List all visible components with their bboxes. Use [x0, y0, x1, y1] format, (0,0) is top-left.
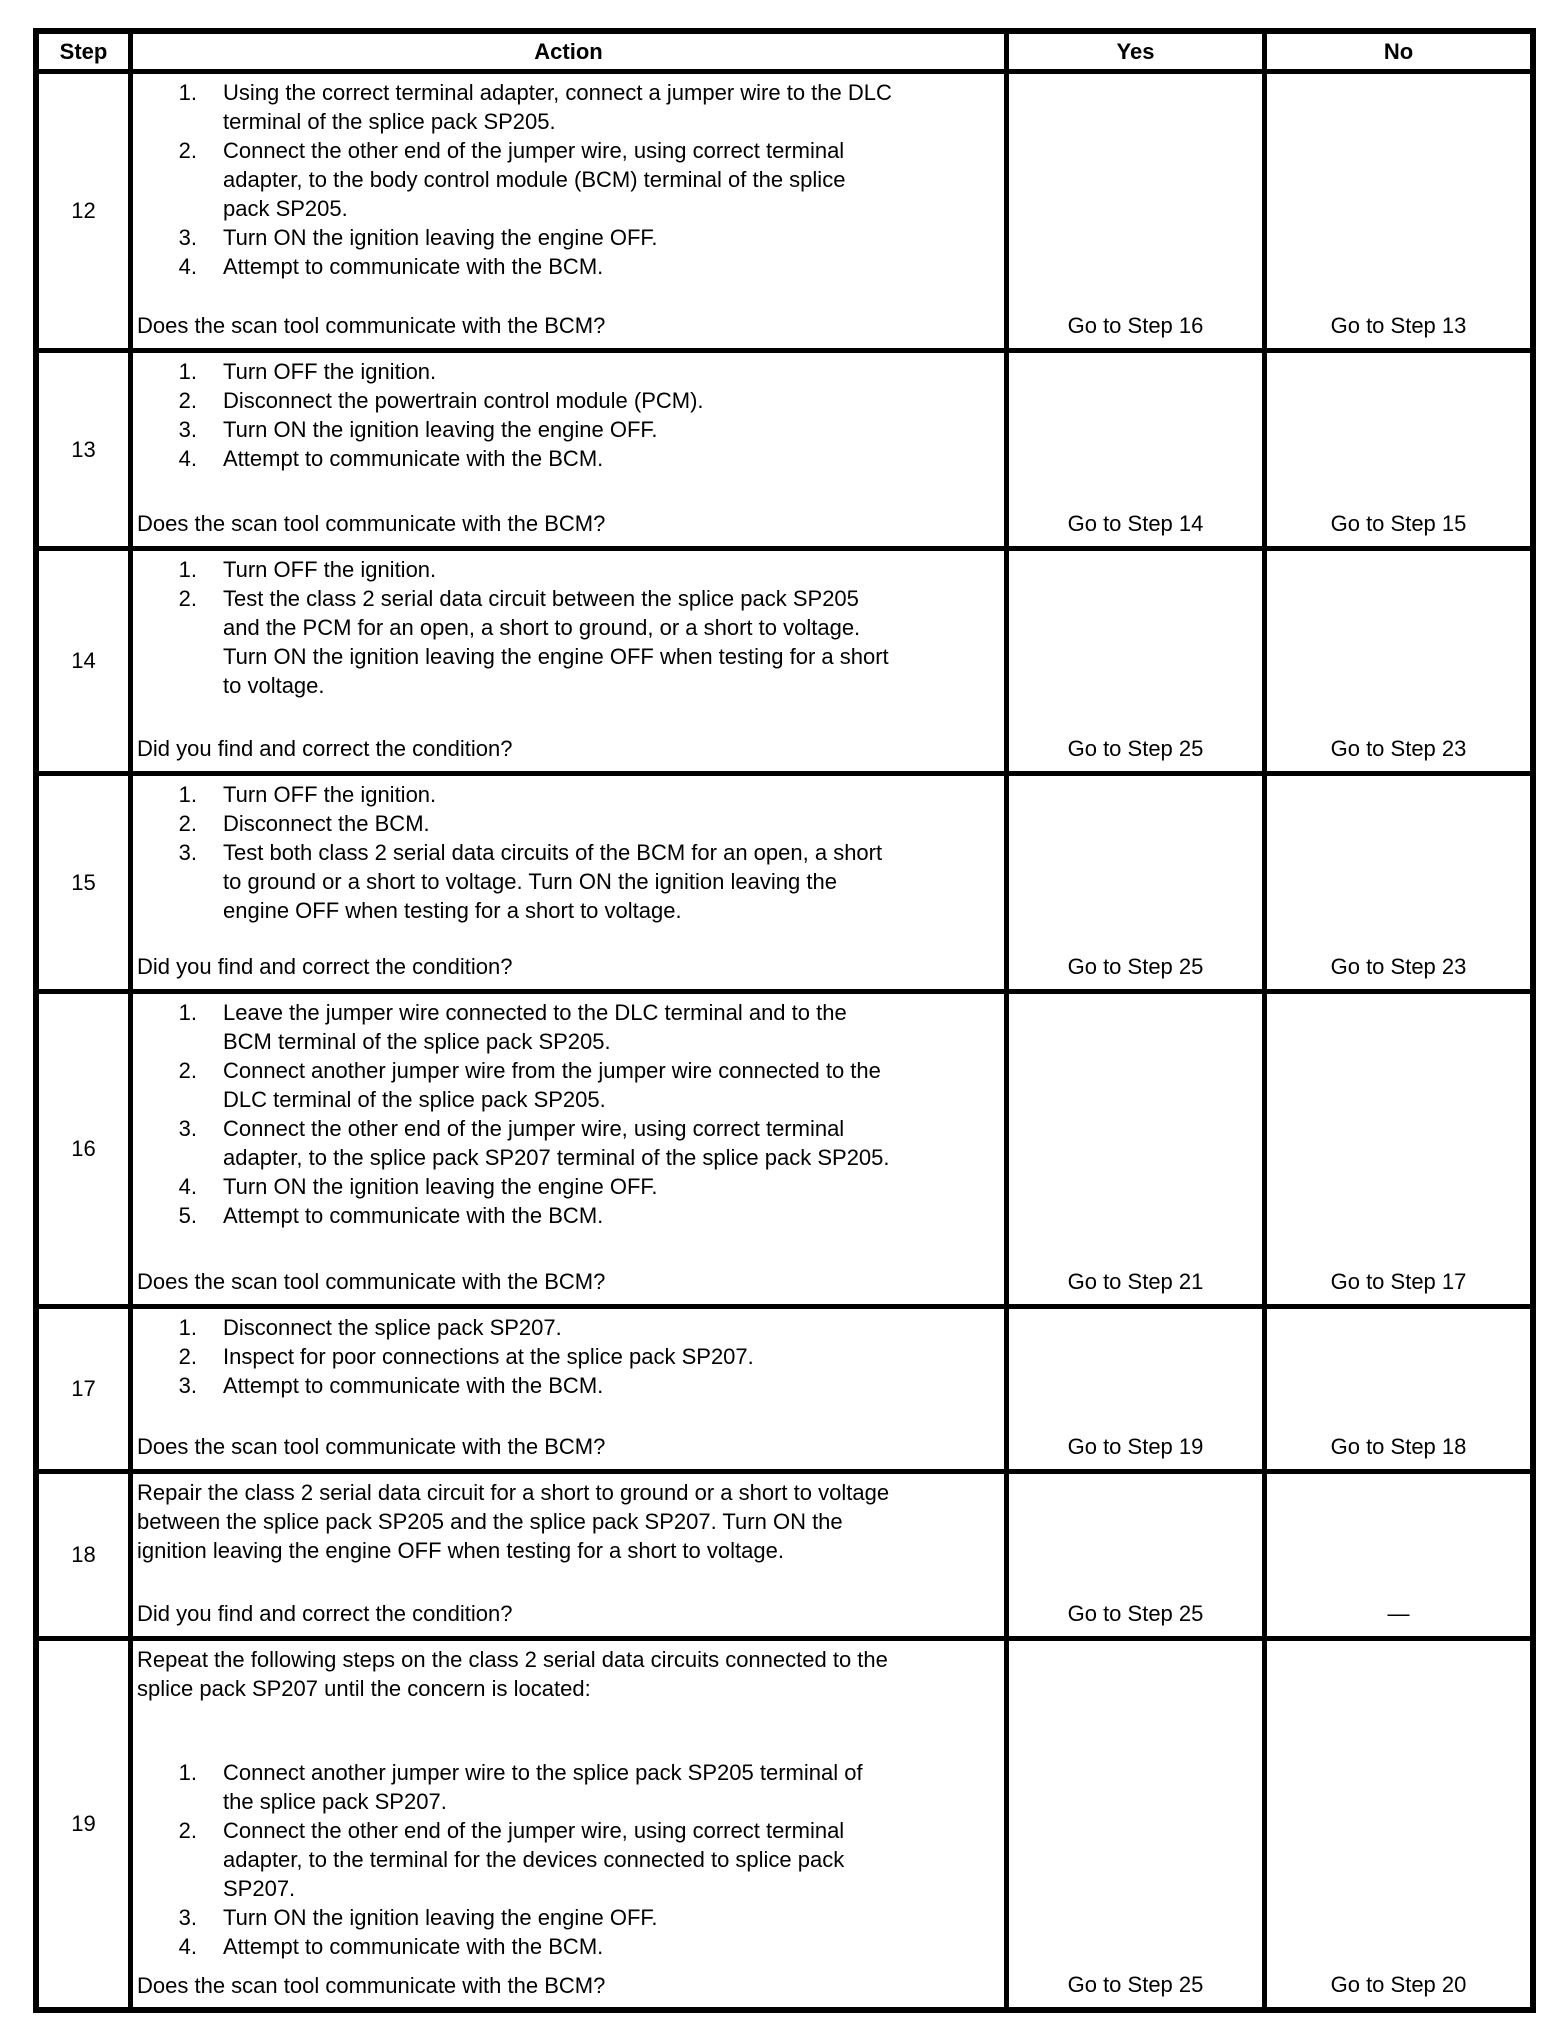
list-item-text: Turn ON the ignition leaving the engine OFF.	[223, 417, 658, 442]
list-item-number: 3.	[178, 1373, 197, 1398]
step-number: 15	[39, 776, 133, 994]
action-list-item	[137, 1313, 1004, 1342]
action-cell	[133, 994, 1009, 1309]
list-item-text: Connect the other end of the jumper wire, using correct terminal adapter, to the body control module (BCM) terminal of the splice pack SP205.	[223, 138, 846, 221]
action-cell	[133, 353, 1009, 551]
action-list-item	[137, 998, 1004, 1056]
list-item-number: 1.	[178, 359, 197, 384]
no-goto-text: Go to Step 23	[1330, 954, 1467, 979]
list-item-text: Leave the jumper wire connected to the DLC terminal and to the BCM terminal of the splice pack SP205.	[223, 1000, 847, 1054]
step-number: 19	[39, 1641, 133, 2007]
list-item-text: Turn OFF the ignition.	[223, 557, 437, 582]
action-list-item	[137, 809, 1004, 838]
action-paragraph: Repeat the following steps on the class 2 serial data circuits connected to the splice pack SP207 until the concern is located:	[137, 1647, 888, 1701]
action-list	[137, 780, 1004, 925]
list-item-text: Disconnect the splice pack SP207.	[223, 1315, 562, 1340]
action-cell	[133, 74, 1009, 353]
no-cell	[1267, 551, 1530, 776]
list-item-number: 1.	[178, 1315, 197, 1340]
column-header-no: No	[1267, 34, 1530, 74]
action-question: Did you find and correct the condition?	[137, 736, 513, 761]
no-goto-text: Go to Step 17	[1330, 1269, 1467, 1294]
list-item-text: Attempt to communicate with the BCM.	[223, 254, 604, 279]
action-list	[137, 78, 1004, 281]
list-item-text: Disconnect the powertrain control module (PCM).	[223, 388, 704, 413]
step-number: 17	[39, 1309, 133, 1474]
action-list-item	[137, 386, 1004, 415]
list-item-number: 1.	[178, 1000, 197, 1025]
action-list-item	[137, 444, 1004, 473]
yes-cell	[1009, 994, 1267, 1309]
action-list	[137, 357, 1004, 473]
action-list-item	[137, 1932, 1004, 1961]
action-cell	[133, 1309, 1009, 1474]
list-item-text: Disconnect the BCM.	[223, 811, 430, 836]
yes-cell	[1009, 776, 1267, 994]
list-item-number: 2.	[178, 811, 197, 836]
action-list-item	[137, 1342, 1004, 1371]
action-question: Does the scan tool communicate with the BCM?	[137, 313, 606, 338]
list-item-number: 3.	[178, 417, 197, 442]
no-goto-text: Go to Step 18	[1330, 1434, 1467, 1459]
yes-goto-text: Go to Step 25	[1067, 1601, 1204, 1626]
list-item-text: Attempt to communicate with the BCM.	[223, 1934, 604, 1959]
list-item-text: Attempt to communicate with the BCM.	[223, 446, 604, 471]
yes-goto-text: Go to Step 25	[1067, 954, 1204, 979]
no-goto-text: Go to Step 20	[1330, 1972, 1467, 1997]
action-cell	[133, 776, 1009, 994]
action-question: Did you find and correct the condition?	[137, 1601, 513, 1626]
yes-goto-text: Go to Step 21	[1067, 1269, 1204, 1294]
yes-goto-text: Go to Step 16	[1067, 313, 1204, 338]
yes-cell	[1009, 74, 1267, 353]
list-item-text: Turn ON the ignition leaving the engine OFF.	[223, 1905, 658, 1930]
action-paragraph: Repair the class 2 serial data circuit for a short to ground or a short to voltage between the splice pack SP205 and the splice pack SP207. Turn ON the ignition leaving the engine OFF when testing for a short to voltage.	[137, 1480, 890, 1563]
column-header-step: Step	[39, 34, 133, 74]
list-item-text: Inspect for poor connections at the splice pack SP207.	[223, 1344, 754, 1369]
list-item-number: 3.	[178, 840, 197, 865]
list-item-text: Turn ON the ignition leaving the engine OFF.	[223, 1174, 658, 1199]
yes-cell	[1009, 1309, 1267, 1474]
action-cell	[133, 1474, 1009, 1641]
action-list-item	[137, 555, 1004, 584]
step-number: 13	[39, 353, 133, 551]
list-item-text: Connect the other end of the jumper wire, using correct terminal adapter, to the splice pack SP207 terminal of the splice pack SP205.	[223, 1116, 890, 1170]
list-item-number: 4.	[178, 254, 197, 279]
yes-cell	[1009, 551, 1267, 776]
action-list	[137, 1313, 1004, 1400]
list-item-number: 2.	[178, 586, 197, 611]
yes-cell	[1009, 353, 1267, 551]
list-item-text: Connect another jumper wire from the jumper wire connected to the DLC terminal of the splice pack SP205.	[223, 1058, 881, 1112]
action-question: Did you find and correct the condition?	[137, 954, 513, 979]
action-list-item	[137, 223, 1004, 252]
list-item-number: 1.	[178, 557, 197, 582]
list-item-text: Turn OFF the ignition.	[223, 359, 437, 384]
step-number: 12	[39, 74, 133, 353]
yes-cell	[1009, 1641, 1267, 2007]
action-list-item	[137, 1816, 1004, 1903]
step-number: 14	[39, 551, 133, 776]
list-item-number: 2.	[178, 1344, 197, 1369]
list-item-text: Test the class 2 serial data circuit between the splice pack SP205 and the PCM for an open, a short to ground, or a short to voltage. Turn ON the ignition leaving the engine OFF when testing for a short to voltage.	[223, 586, 889, 698]
list-item-number: 3.	[178, 1116, 197, 1141]
column-header-yes: Yes	[1009, 34, 1267, 74]
action-question: Does the scan tool communicate with the BCM?	[137, 511, 606, 536]
action-list	[137, 998, 1004, 1230]
action-list-item	[137, 1056, 1004, 1114]
no-goto-text: Go to Step 13	[1330, 313, 1467, 338]
action-cell	[133, 551, 1009, 776]
action-list-item	[137, 780, 1004, 809]
list-item-text: Using the correct terminal adapter, connect a jumper wire to the DLC terminal of the splice pack SP205.	[223, 80, 892, 134]
list-item-text: Attempt to communicate with the BCM.	[223, 1373, 604, 1398]
action-list-item	[137, 1201, 1004, 1230]
yes-goto-text: Go to Step 25	[1067, 736, 1204, 761]
action-question: Does the scan tool communicate with the BCM?	[137, 1973, 606, 1998]
no-cell	[1267, 353, 1530, 551]
list-item-text: Attempt to communicate with the BCM.	[223, 1203, 604, 1228]
action-list-item	[137, 252, 1004, 281]
action-list-item	[137, 136, 1004, 223]
list-item-number: 1.	[178, 80, 197, 105]
action-list-item	[137, 1903, 1004, 1932]
list-item-number: 2.	[178, 1818, 197, 1843]
list-item-text: Connect another jumper wire to the splice pack SP205 terminal of the splice pack SP207.	[223, 1760, 863, 1814]
list-item-text: Turn ON the ignition leaving the engine OFF.	[223, 225, 658, 250]
step-number: 16	[39, 994, 133, 1309]
list-item-number: 4.	[178, 1174, 197, 1199]
yes-goto-text: Go to Step 19	[1067, 1434, 1204, 1459]
list-item-number: 4.	[178, 446, 197, 471]
action-list-item	[137, 1758, 1004, 1816]
yes-goto-text: Go to Step 25	[1067, 1972, 1204, 1997]
action-list-item	[137, 1172, 1004, 1201]
no-cell	[1267, 1641, 1530, 2007]
no-cell	[1267, 74, 1530, 353]
action-list-item	[137, 78, 1004, 136]
list-item-text: Turn OFF the ignition.	[223, 782, 437, 807]
action-list	[137, 555, 1004, 700]
action-question: Does the scan tool communicate with the BCM?	[137, 1434, 606, 1459]
no-cell	[1267, 994, 1530, 1309]
list-item-number: 1.	[178, 782, 197, 807]
yes-goto-text: Go to Step 14	[1067, 511, 1204, 536]
list-item-text: Connect the other end of the jumper wire, using correct terminal adapter, to the terminal for the devices connected to splice pack SP207.	[223, 1818, 845, 1901]
no-cell	[1267, 776, 1530, 994]
action-list-item	[137, 1371, 1004, 1400]
diagnostic-table	[33, 28, 1536, 2013]
action-list-item	[137, 584, 1004, 700]
no-cell	[1267, 1474, 1530, 1641]
action-question: Does the scan tool communicate with the BCM?	[137, 1269, 606, 1294]
list-item-text: Test both class 2 serial data circuits of the BCM for an open, a short to ground or a short to voltage. Turn ON the ignition leaving the engine OFF when testing for a short to voltage.	[223, 840, 883, 923]
no-dash: —	[1387, 1601, 1410, 1626]
action-list-item	[137, 357, 1004, 386]
list-item-number: 2.	[178, 1058, 197, 1083]
list-item-number: 2.	[178, 138, 197, 163]
action-cell	[133, 1641, 1009, 2007]
list-item-number: 5.	[178, 1203, 197, 1228]
list-item-number: 1.	[178, 1760, 197, 1785]
action-list	[137, 1758, 1004, 1961]
list-item-number: 3.	[178, 225, 197, 250]
no-cell	[1267, 1309, 1530, 1474]
yes-cell	[1009, 1474, 1267, 1641]
list-item-number: 2.	[178, 388, 197, 413]
list-item-number: 4.	[178, 1934, 197, 1959]
action-list-item	[137, 415, 1004, 444]
no-goto-text: Go to Step 15	[1330, 511, 1467, 536]
list-item-number: 3.	[178, 1905, 197, 1930]
no-goto-text: Go to Step 23	[1330, 736, 1467, 761]
action-list-item	[137, 838, 1004, 925]
action-list-item	[137, 1114, 1004, 1172]
step-number: 18	[39, 1474, 133, 1641]
column-header-action: Action	[133, 34, 1009, 74]
